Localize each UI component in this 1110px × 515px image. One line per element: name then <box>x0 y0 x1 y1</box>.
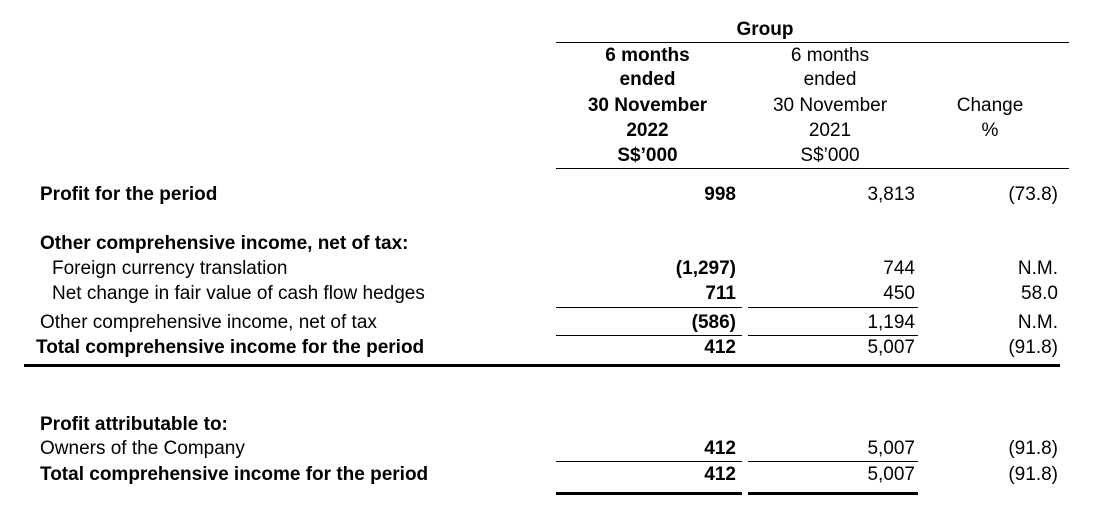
owners-rule-2021 <box>748 461 918 462</box>
col-2022-period-line2: ended <box>619 69 676 90</box>
final-rule-2022 <box>556 492 742 495</box>
final-rule-2021 <box>748 492 918 495</box>
row-owners-2022: 412 <box>704 438 736 459</box>
col-2022-year: 2022 <box>626 120 669 141</box>
header-bottom-rule <box>556 168 1069 169</box>
col-2022-unit: S$’000 <box>617 145 678 166</box>
row-fx-label: Foreign currency translation <box>52 258 288 279</box>
row-tci-2021: 5,007 <box>867 337 915 358</box>
row-tci-change: (91.8) <box>1008 337 1058 358</box>
row-tci2-change: (91.8) <box>1008 464 1058 485</box>
row-owners-2021: 5,007 <box>867 438 915 459</box>
owners-rule-2022 <box>556 461 742 462</box>
section-attributable-heading: Profit attributable to: <box>40 414 228 435</box>
row-oci-total-label: Other comprehensive income, net of tax <box>40 312 377 333</box>
row-fx-2022: (1,297) <box>675 258 736 279</box>
col-2022-period-line1: 6 months <box>605 45 690 66</box>
subtotal-rule-2022 <box>556 307 742 308</box>
row-profit-label: Profit for the period <box>40 184 218 205</box>
col-2021-unit: S$’000 <box>800 145 860 166</box>
row-oci-total-2022: (586) <box>691 312 736 333</box>
row-fx-change: N.M. <box>1017 258 1058 279</box>
row-tci2-2022: 412 <box>704 464 736 485</box>
row-fx-2021: 744 <box>883 258 915 279</box>
row-tci2-2021: 5,007 <box>867 464 915 485</box>
col-2021-period-line1: 6 months <box>790 45 870 66</box>
row-oci-total-change: N.M. <box>1017 312 1058 333</box>
col-2021-year: 2021 <box>808 120 852 141</box>
subtotal-rule-2021 <box>748 307 918 308</box>
row-profit-2021: 3,813 <box>867 184 915 205</box>
col-2021-date: 30 November <box>772 95 888 116</box>
row-owners-label: Owners of the Company <box>40 438 245 459</box>
section-oci-heading: Other comprehensive income, net of tax: <box>40 233 409 254</box>
row-tci2-label: Total comprehensive income for the period <box>40 464 429 485</box>
group-heading: Group <box>736 19 794 40</box>
col-2021-period-line2: ended <box>803 69 857 90</box>
col-2022-date: 30 November <box>587 95 708 116</box>
col-change-unit: % <box>981 120 999 141</box>
row-owners-change: (91.8) <box>1008 438 1058 459</box>
row-profit-2022: 998 <box>704 184 736 205</box>
row-hedges-label: Net change in fair value of cash flow hedges <box>52 283 425 304</box>
oci-total-rule-2021 <box>748 335 918 336</box>
row-hedges-change: 58.0 <box>1021 283 1058 304</box>
group-underline <box>556 42 1069 43</box>
row-hedges-2022: 711 <box>705 283 736 304</box>
tci-double-rule <box>24 364 1060 367</box>
col-change-heading: Change <box>956 95 1024 116</box>
row-tci-label: Total comprehensive income for the period <box>36 337 425 358</box>
row-oci-total-2021: 1,194 <box>867 312 915 333</box>
row-hedges-2021: 450 <box>883 283 915 304</box>
row-tci-2022: 412 <box>704 337 736 358</box>
oci-total-rule-2022 <box>556 335 742 336</box>
row-profit-change: (73.8) <box>1008 184 1058 205</box>
